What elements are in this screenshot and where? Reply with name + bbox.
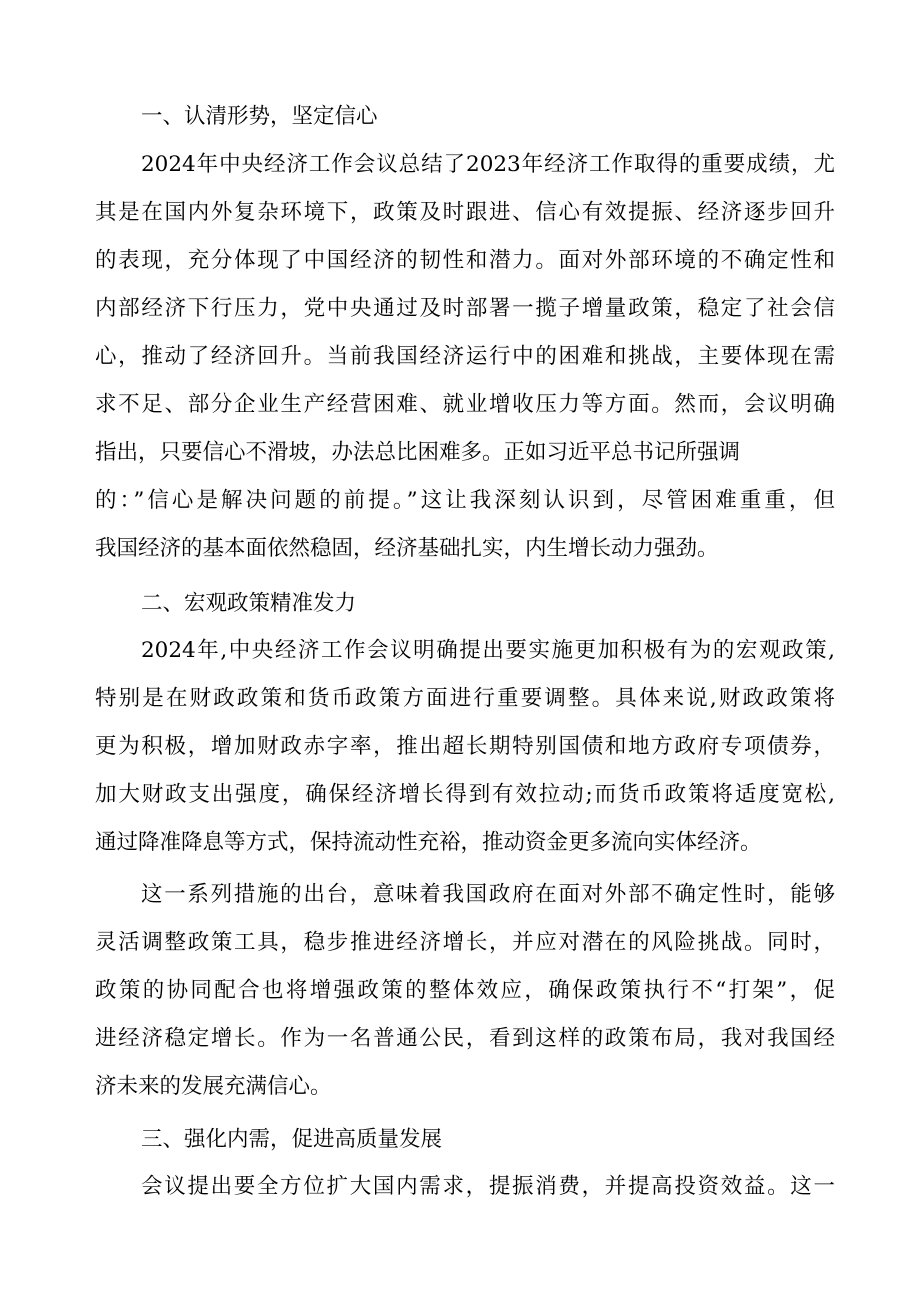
section-2-heading: 二、宏观政策精准发力	[141, 591, 357, 616]
section-1-para-1-line-6: 求不足、部分企业生产经营困难、就业增收压力等方面。然而，会议明确	[95, 392, 835, 417]
section-1-heading: 一、认清形势，坚定信心	[141, 104, 378, 129]
section-1-para-1-line-9: 我国经济的基本面依然稳固，经济基础扎实，内生增长动力强劲。	[95, 536, 719, 561]
section-2-para-1-line-3: 更为积极，增加财政赤字率，推出超长期特别国债和地方政府专项债券，	[95, 734, 835, 759]
section-1-para-1-line-1: 2024年中央经济工作会议总结了2023年经济工作取得的重要成绩，尤	[141, 152, 835, 177]
section-1-para-1-line-8: 的：”信心是解决问题的前提。”这让我深刻认识到，尽管困难重重，但	[95, 488, 835, 513]
section-2-para-1-line-2: 特别是在财政政策和货币政策方面进行重要调整。具体来说,财政政策将	[95, 686, 835, 711]
section-2-para-2-line-2: 灵活调整政策工具，稳步推进经济增长，并应对潜在的风险挑战。同时，	[95, 930, 835, 955]
section-3-heading: 三、强化内需，促进高质量发展	[141, 1127, 443, 1152]
section-1-para-1-line-4: 内部经济下行压力，党中央通过及时部署一揽子增量政策，稳定了社会信	[95, 296, 835, 321]
section-2-para-2-line-5: 济未来的发展充满信心。	[95, 1074, 332, 1099]
section-2-para-2-line-3: 政策的协同配合也将增强政策的整体效应，确保政策执行不“打架”，促	[95, 978, 835, 1003]
section-2-para-1-line-1: 2024年,中央经济工作会议明确提出要实施更加积极有为的宏观政策,	[141, 638, 835, 663]
section-1-para-1-line-7: 指出，只要信心不滑坡，办法总比困难多。正如习近平总书记所强调	[95, 440, 741, 465]
section-2-para-1-line-4: 加大财政支出强度，确保经济增长得到有效拉动;而货币政策将适度宽松,	[95, 782, 835, 807]
section-2-para-2-line-1: 这一系列措施的出台，意味着我国政府在面对外部不确定性时，能够	[141, 882, 835, 907]
section-2-para-1-line-5: 通过降准降息等方式，保持流动性充裕，推动资金更多流向实体经济。	[95, 830, 762, 855]
section-3-para-1-line-1: 会议提出要全方位扩大国内需求，提振消费，并提高投资效益。这一	[141, 1174, 835, 1199]
section-2-para-2-line-4: 进经济稳定增长。作为一名普通公民，看到这样的政策布局，我对我国经	[95, 1026, 835, 1051]
section-1-para-1-line-3: 的表现，充分体现了中国经济的韧性和潜力。面对外部环境的不确定性和	[95, 248, 835, 273]
section-1-para-1-line-5: 心，推动了经济回升。当前我国经济运行中的困难和挑战，主要体现在需	[95, 344, 835, 369]
section-1-para-1-line-2: 其是在国内外复杂环境下，政策及时跟进、信心有效提振、经济逐步回升	[95, 200, 835, 225]
